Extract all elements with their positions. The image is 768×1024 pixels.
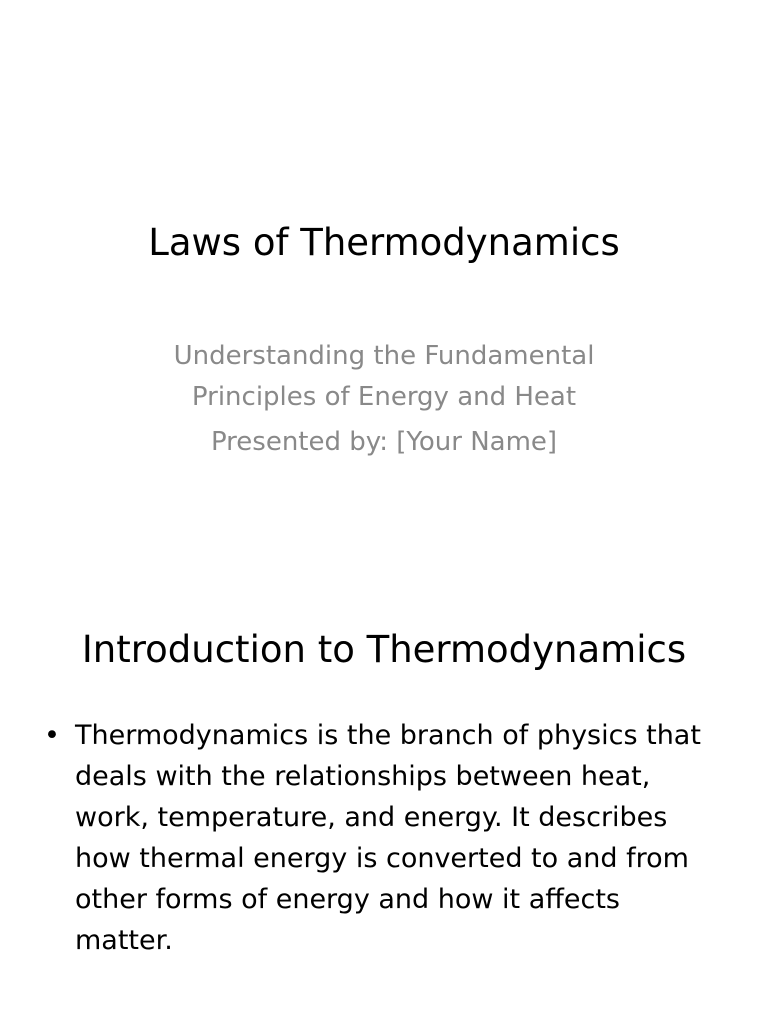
bullet-item [44,715,724,961]
presenter-line: Presented by: [Your Name] [210,427,558,457]
slide-title: Introduction to Thermodynamics [81,628,687,671]
content-slide [0,576,768,1024]
bullet-marker-icon: • [44,720,60,751]
bullet-list [44,715,724,961]
bullet-text: Thermodynamics is the branch of physics that deals with the relationships between heat, work, temperature, and energy. It describes how thermal energy is converted to and from other forms of energy and how it affects matter. [75,720,701,956]
subtitle-line-2: Principles of Energy and Heat [191,382,577,412]
subtitle-line-1: Understanding the Fundamental [173,341,595,371]
presentation-subtitle [110,336,658,460]
presentation-title: Laws of Thermodynamics [148,221,620,264]
